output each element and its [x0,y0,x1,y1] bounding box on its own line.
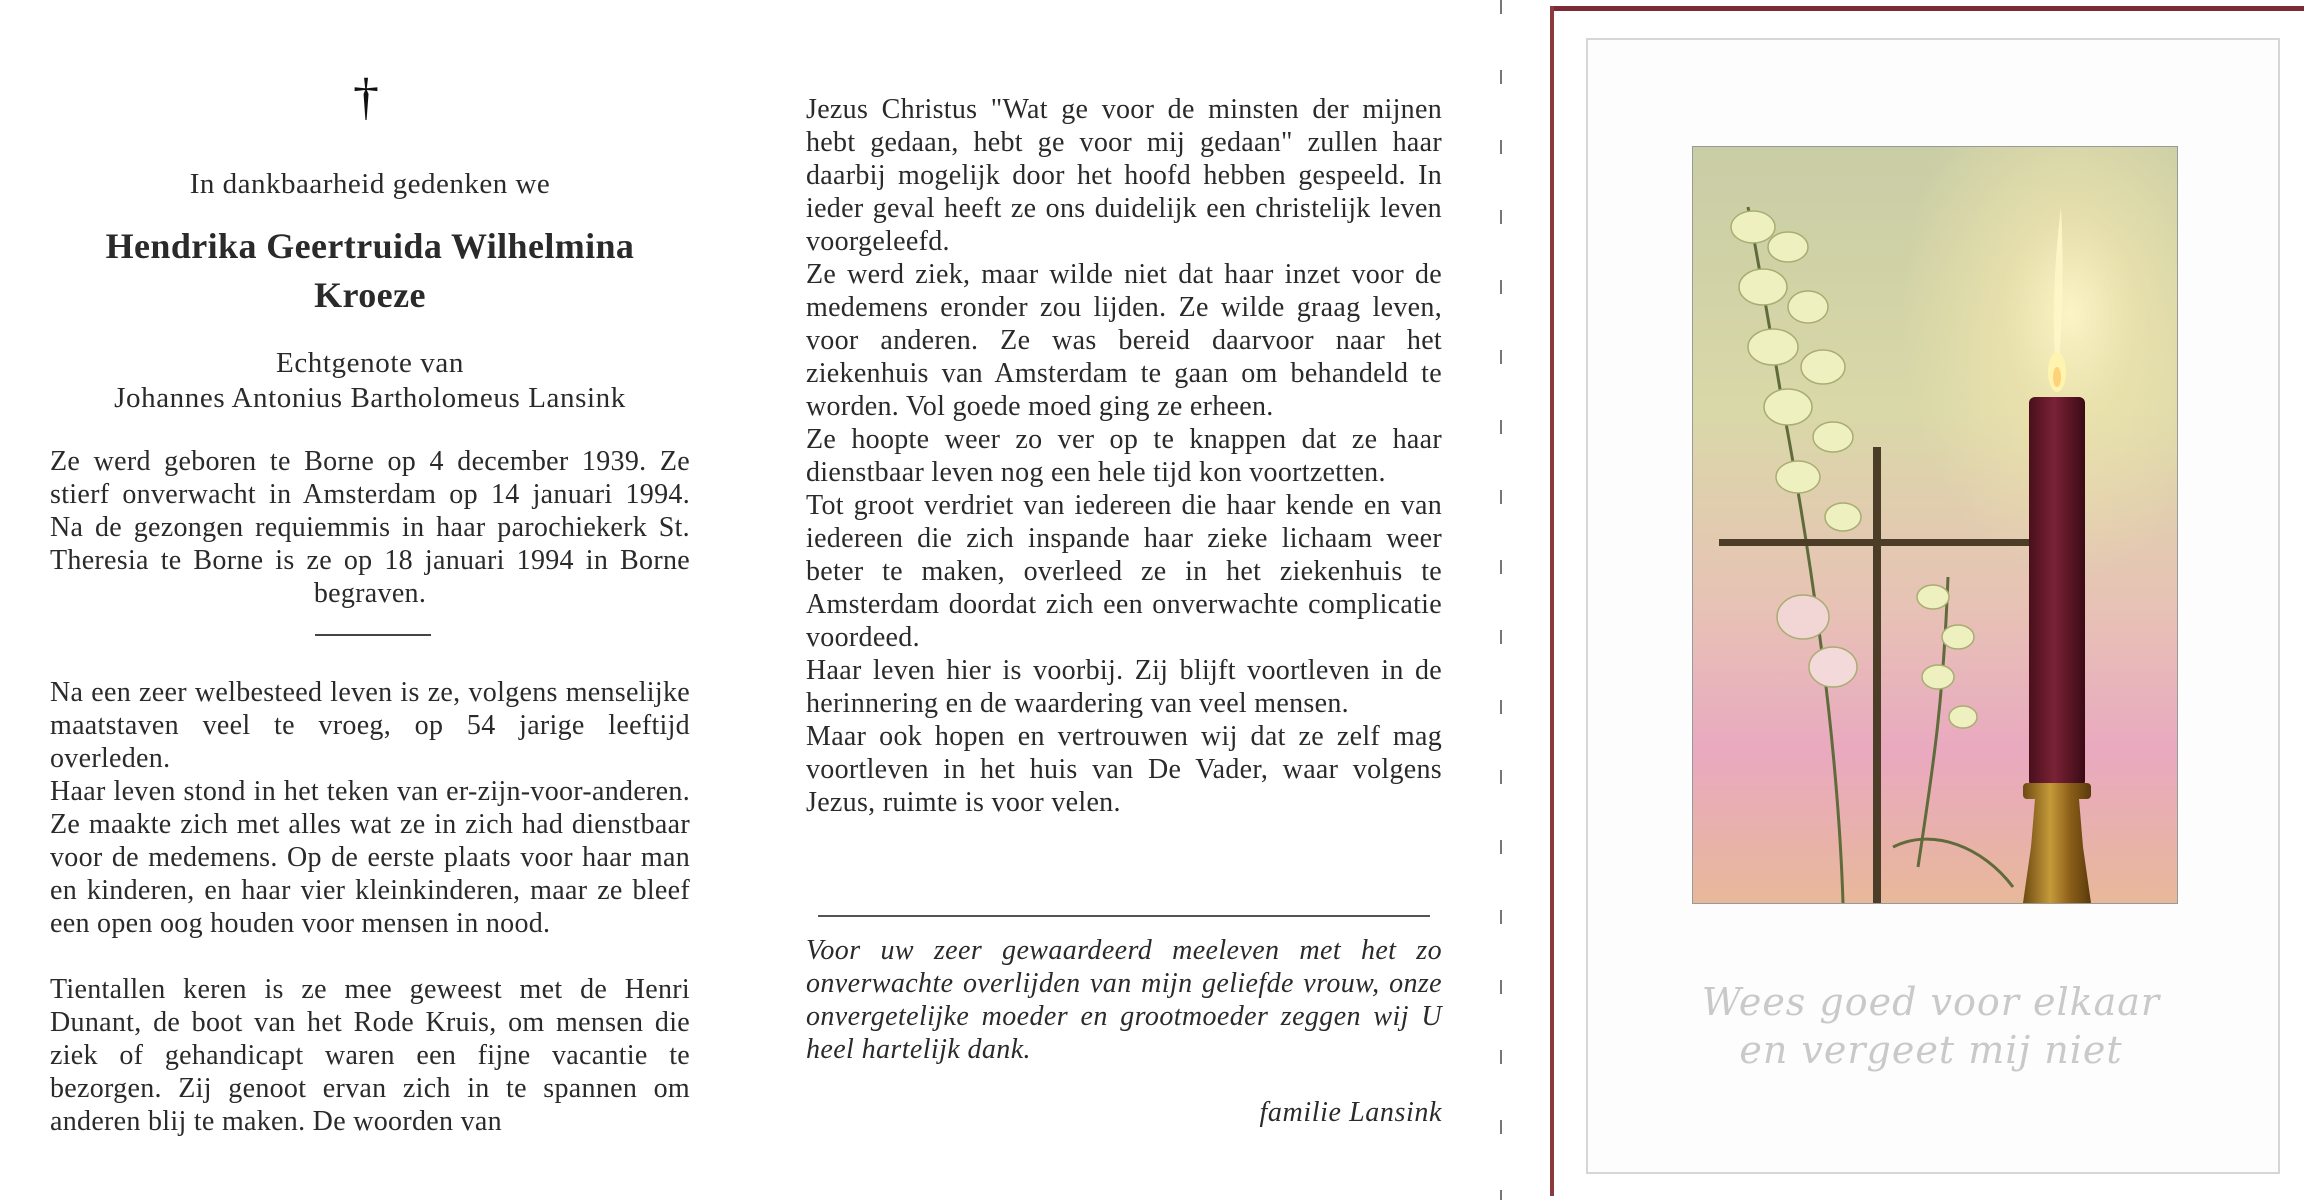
fold-line [1500,0,1502,1200]
card-motto [1640,978,2222,1074]
birth-death-paragraph: Ze werd geboren te Borne op 4 december 1939. Ze stierf onverwacht in Amsterdam op 14 januari 1994. Na de gezongen requiemmis in haar parochiekerk St. Theresia te Borne is ze op 18 januari 1994 in Borne begraven. [50,446,690,609]
spouse-label: Echtgenote van [276,347,464,379]
memorial-photo [1692,146,2178,904]
cross-icon: † [353,69,379,126]
life-paragraph-3: Tientallen keren is ze mee geweest met de Henri Dunant, de boot van het Rode Kruis, om mensen die ziek of gehandicapt waren een fijne vacantie te bezorgen. Zij genoot ervan zich in te spannen om anderen blij te maken. De woorden van [50,974,690,1137]
thanks-message: Voor uw zeer gewaardeerd meeleven met het zo onverwachte overlijden van mijn geliefde vrouw, onze onvergetelijke moeder en grootmoeder zeggen wij U heel hartelijk dank. [806,935,1442,1065]
mid-paragraph-6: Maar ook hopen en vertrouwen wij dat ze zelf mag voortleven in het huis van De Vader, waar volgens Jezus, ruimte is voor velen. [806,721,1442,818]
mid-paragraph-4: Tot groot verdriet van iedereen die haar kende en van iedereen die zich inspande haar zieke lichaam weer beter te maken, overleed ze in het ziekenhuis te Amsterdam doordat zich een onverwachte complicatie voordeed. [806,490,1442,653]
mid-paragraph-5: Haar leven hier is voorbij. Zij blijft voortleven in de herinnering en de waardering van veel mensen. [806,655,1442,719]
deceased-name-line-1: Hendrika Geertruida Wilhelmina [105,226,635,266]
spouse-name: Johannes Antonius Bartholomeus Lansink [114,382,626,414]
spouse-block [50,346,690,416]
intro-line: In dankbaarheid gedenken we [189,168,551,200]
motto-line-1: Wees goed voor elkaar [1701,980,2161,1024]
family-signature: familie Lansink [1259,1097,1442,1128]
section-divider [315,634,431,636]
deceased-name [50,222,690,320]
motto-line-2: en vergeet mij niet [1739,1028,2123,1072]
mid-paragraph-3: Ze hoopte weer zo ver op te knappen dat ze haar dienstbaar leven nog een hele tijd kon voortzetten. [806,424,1442,488]
deceased-name-line-2: Kroeze [314,275,426,315]
thanks-divider [818,915,1430,917]
life-paragraph-1: Na een zeer welbesteed leven is ze, volgens menselijke maatstaven veel te vroeg, op 54 jarige leeftijd overleden. [50,677,690,774]
mid-paragraph-2: Ze werd ziek, maar wilde niet dat haar inzet voor de medemens eronder zou lijden. Ze wilde graag leven, voor anderen. Ze was bereid daarvoor naar het ziekenhuis van Amsterdam te gaan om behandeld te worden. Vol goede moed ging ze erheen. [806,259,1442,422]
candle-glow [1693,147,2177,903]
card-edge-left [1550,6,1554,1196]
life-paragraph-2: Haar leven stond in het teken van er-zijn-voor-anderen. Ze maakte zich met alles wat ze in zich had dienstbaar voor de medemens. Op de eerste plaats voor haar man en kinderen, en haar vier kleinkinderen, maar ze bleef een open oog houden voor mensen in nood. [50,776,690,939]
mid-paragraph-1: Jezus Christus "Wat ge voor de minsten der mijnen hebt gedaan, hebt ge voor mij gedaan" zullen haar daarbij mogelijk door het hoofd hebben gespeeld. In ieder geval heeft ze ons duidelijk een christelijk leven voorgeleefd. [806,94,1442,257]
card-edge-top [1550,6,2304,11]
